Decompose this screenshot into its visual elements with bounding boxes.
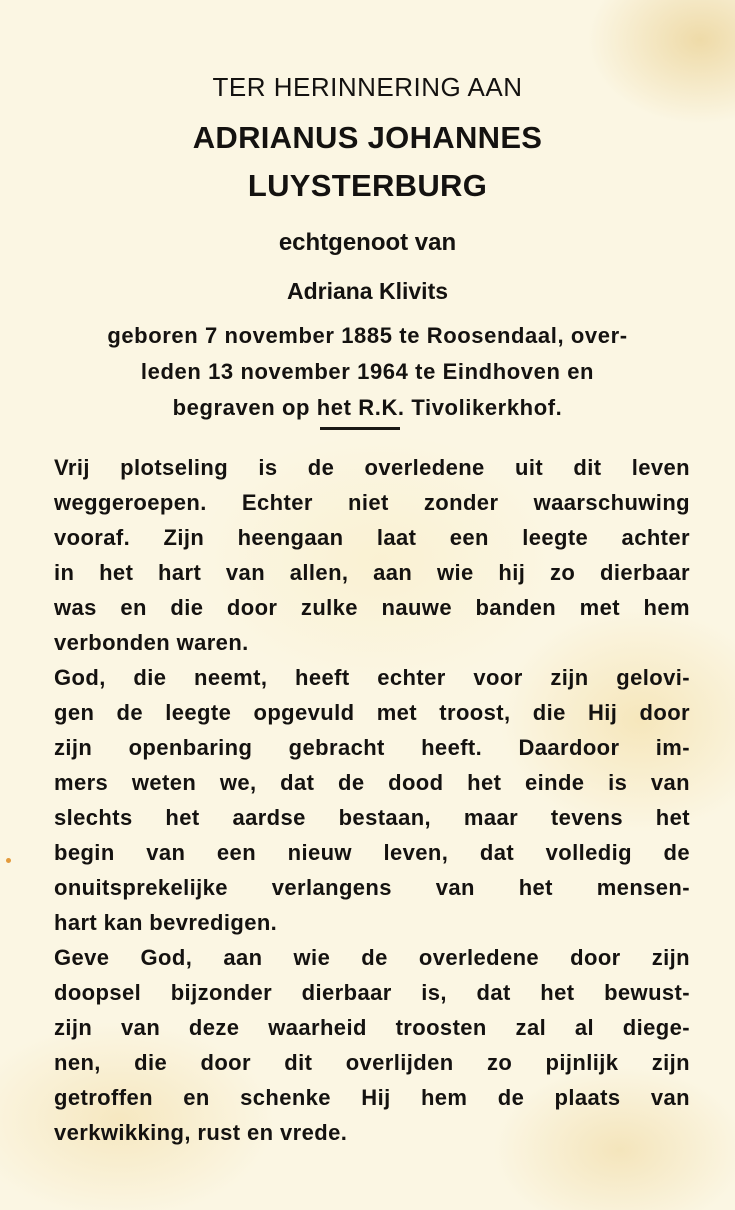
- dates-line: geboren 7 november 1885 te Roosendaal, over-: [107, 323, 628, 348]
- text-line: in het hart van allen, aan wie hij zo dierbaar: [54, 560, 690, 585]
- text-line: begin van een nieuw leven, dat volledig de: [54, 840, 690, 865]
- text-line: God, die neemt, heeft echter voor zijn gelovi-: [54, 665, 690, 690]
- paper-speck: [6, 858, 11, 863]
- paragraph-3: [54, 940, 690, 1150]
- text-line: vooraf. Zijn heengaan laat een leegte achter: [54, 525, 690, 550]
- text-line: weggeroepen. Echter niet zonder waarschuwing: [54, 490, 690, 515]
- paragraph-1: [54, 450, 690, 660]
- paragraph-2: [54, 660, 690, 940]
- memorial-text: [54, 450, 690, 1150]
- divider-rule: [320, 427, 400, 430]
- text-line: gen de leegte opgevuld met troost, die Hij door: [54, 700, 690, 725]
- card-header: [0, 70, 735, 426]
- text-line: verkwikking, rust en vrede.: [54, 1120, 348, 1145]
- dates-line: begraven op het R.K. Tivolikerkhof.: [172, 395, 563, 420]
- spouse-label: echtgenoot van: [278, 229, 457, 256]
- text-line: zijn van deze waarheid troosten zal al diege-: [54, 1015, 690, 1040]
- dates-line: leden 13 november 1964 te Eindhoven en: [140, 359, 595, 384]
- intro-line: TER HERINNERING AAN: [212, 72, 523, 102]
- text-line: Geve God, aan wie de overledene door zijn: [54, 945, 690, 970]
- text-line: getroffen en schenke Hij hem de plaats van: [54, 1085, 690, 1110]
- text-line: nen, die door dit overlijden zo pijnlijk zijn: [54, 1050, 690, 1075]
- text-line: doopsel bijzonder dierbaar is, dat het bewust-: [54, 980, 690, 1005]
- text-line: was en die door zulke nauwe banden met hem: [54, 595, 690, 620]
- text-line: hart kan bevredigen.: [54, 910, 278, 935]
- life-dates: [43, 318, 693, 426]
- text-line: zijn openbaring gebracht heeft. Daardoor im-: [54, 735, 690, 760]
- spouse-name: Adriana Klivits: [286, 278, 449, 304]
- text-line: verbonden waren.: [54, 630, 249, 655]
- text-line: onuitsprekelijke verlangens van het mensen-: [54, 875, 690, 900]
- deceased-name-line-1: ADRIANUS JOHANNES: [192, 120, 543, 155]
- text-line: Vrij plotseling is de overledene uit dit leven: [54, 455, 690, 480]
- text-line: mers weten we, dat de dood het einde is van: [54, 770, 690, 795]
- text-line: slechts het aardse bestaan, maar tevens het: [54, 805, 690, 830]
- deceased-name-line-2: LUYSTERBURG: [247, 168, 488, 203]
